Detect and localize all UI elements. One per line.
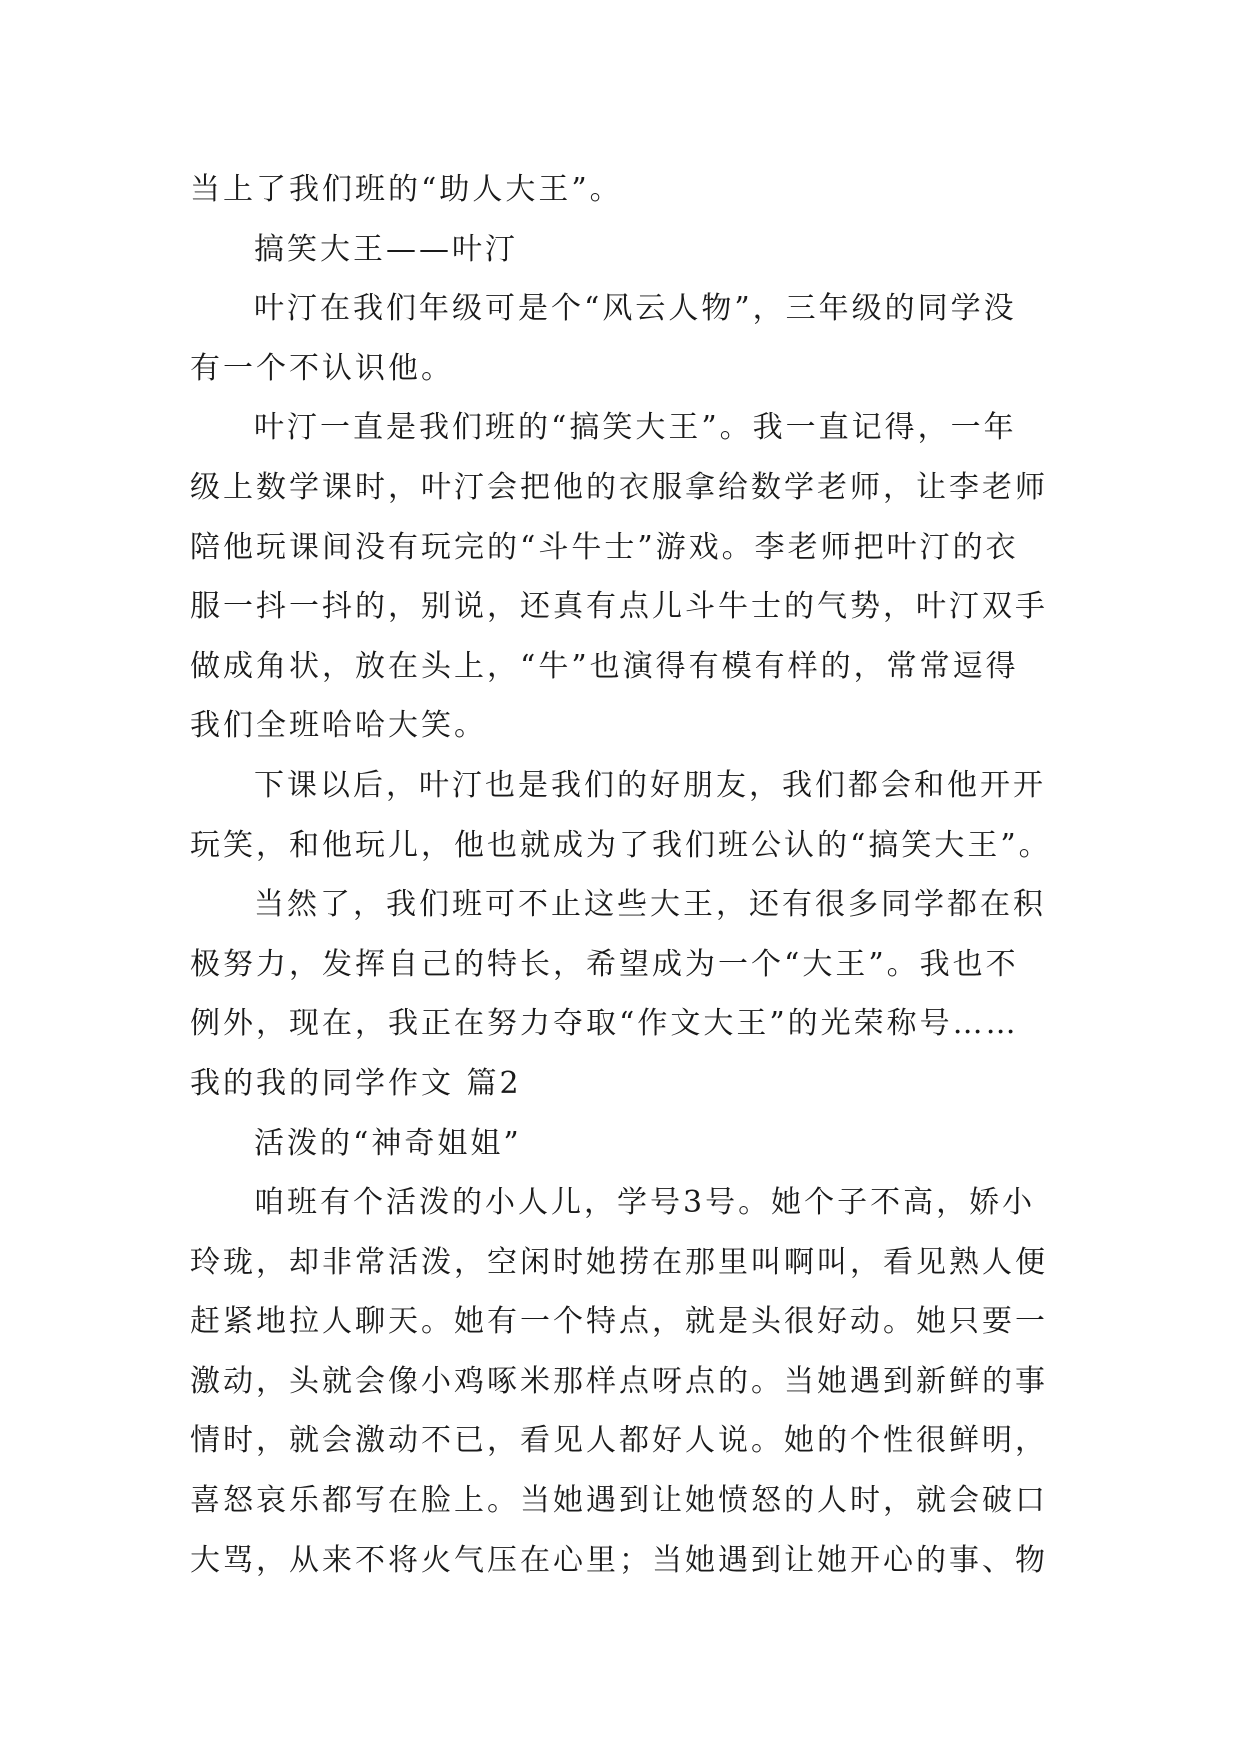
text-line: 叶汀一直是我们班的“搞笑大王”。我一直记得，一年: [254, 410, 1017, 446]
text-line: 玩笑，和他玩儿，他也就成为了我们班公认的“搞笑大王”。: [190, 827, 1052, 863]
section-heading: 活泼的“神奇姐姐”: [254, 1125, 522, 1161]
text-line: 我们全班哈哈大笑。: [190, 708, 487, 744]
text-line: 下课以后，叶汀也是我们的好朋友，我们都会和他开开: [254, 767, 1046, 803]
text-line: 喜怒哀乐都写在脸上。当她遇到让她愤怒的人时，就会破口: [190, 1483, 1048, 1519]
text-line: 大骂，从来不将火气压在心里；当她遇到让她开心的事、物: [190, 1542, 1048, 1578]
text-line: 当然了，我们班可不止这些大王，还有很多同学都在积: [254, 887, 1046, 923]
text-line: 服一抖一抖的，别说，还真有点儿斗牛士的气势，叶汀双手: [190, 589, 1048, 625]
text-line: 做成角状，放在头上，“牛”也演得有模有样的，常常逗得: [190, 648, 1019, 684]
document-body: [190, 160, 1060, 1590]
text-line: 情时，就会激动不已，看见人都好人说。她的个性很鲜明，: [190, 1423, 1048, 1459]
text-line: 例外，现在，我正在努力夺取“作文大王”的光荣称号……: [190, 1006, 1019, 1042]
text-line: 咱班有个活泼的小人儿，学号3号。她个子不高，娇小: [254, 1185, 1036, 1221]
text-line: 陪他玩课间没有玩完的“斗牛士”游戏。李老师把叶汀的衣: [190, 529, 1019, 565]
text-line: 赶紧地拉人聊天。她有一个特点，就是头很好动。她只要一: [190, 1304, 1048, 1340]
text-line: 有一个不认识他。: [190, 350, 454, 386]
section-heading: 搞笑大王——叶汀: [254, 231, 518, 267]
text-line: 玲珑，却非常活泼，空闲时她捞在那里叫啊叫，看见熟人便: [190, 1244, 1048, 1280]
text-line: 级上数学课时，叶汀会把他的衣服拿给数学老师，让李老师: [190, 469, 1048, 505]
essay-title: 我的我的同学作文 篇2: [190, 1065, 522, 1101]
text-line: 极努力，发挥自己的特长，希望成为一个“大王”。我也不: [190, 946, 1019, 982]
text-line: 激动，头就会像小鸡啄米那样点呀点的。当她遇到新鲜的事: [190, 1363, 1048, 1399]
text-line: 当上了我们班的“助人大王”。: [190, 172, 623, 207]
text-line: 叶汀在我们年级可是个“风云人物”，三年级的同学没: [254, 291, 1017, 327]
